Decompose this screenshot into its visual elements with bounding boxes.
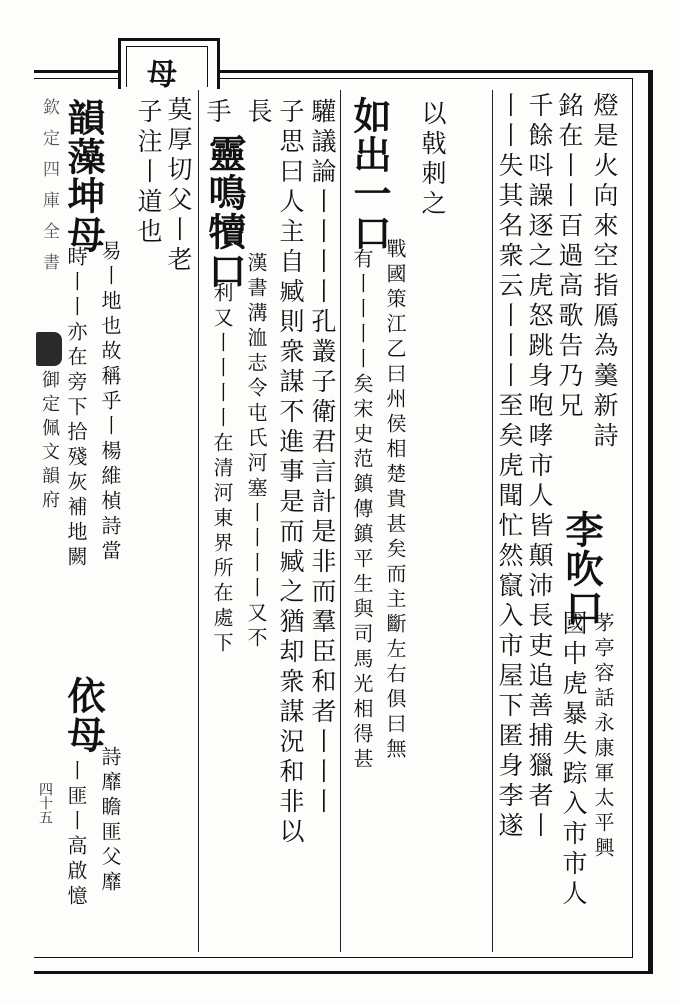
annotation-column: 丨匪丨高啟憶 <box>64 760 88 910</box>
text-column-1: 燈是火向來空指鴈為羹新詩 <box>590 92 619 452</box>
annotation-column: 有丨丨丨丨矣宋史范鎮傳鎮平生與司馬光相得甚 <box>350 248 374 773</box>
text-column-4: 丨丨失其名衆云丨丨丨至矣虎聞忙然竄入市屋下匿身李遂 <box>495 92 524 842</box>
margin-book-title: 御定佩文韻府 <box>39 370 60 514</box>
text-column-11b: 子注丨道也 <box>134 98 163 248</box>
column-rule <box>340 90 341 952</box>
text-column-10-head: 手 <box>203 98 232 128</box>
annotation-column: 漢書溝洫志令屯氏河塞丨丨丨丨又不 <box>244 252 268 652</box>
headword-ling-ming-du-kou: 靈鳴犢口 <box>202 134 247 290</box>
column-rule <box>198 90 199 952</box>
text-column-4-head: 國中虎暴失踪入市市人 <box>559 610 588 910</box>
text-column-3: 千餘呌譟逐之虎怒跳身咆哮市人皆顛沛長吏追善捕獵者丨 <box>525 92 554 842</box>
ink-smudge <box>36 332 62 366</box>
text-column-7: 驩議論丨丨丨丨孔叢子衛君言計是非而羣臣和者丨丨丨 <box>308 98 337 818</box>
text-column-2-head: 銘在丨丨百過高歌告乃兄 <box>555 92 584 422</box>
headword-yun-zao-kun-mu: 韻藻坤母 <box>61 98 106 254</box>
text-column-8: 子思曰人主自臧則衆謀不進事是而臧之猶却衆謀況和非以 <box>276 98 305 848</box>
text-column-9-head: 長 <box>244 98 273 128</box>
headword-li-chui-kou: 李吹口 <box>559 510 604 627</box>
headword-yi-mu: 依母 <box>61 676 106 754</box>
rhyme-tab-character: 母 <box>141 58 176 90</box>
text-column-5: 以戟刺之 <box>418 100 447 220</box>
annotation-column: 時丨丨亦在旁下拾殘灰補地闕 <box>64 246 88 571</box>
annotation-column: 詩靡瞻匪父靡 <box>98 746 122 896</box>
annotation-column: 易丨地也故稱乎丨楊維楨詩當 <box>98 240 122 565</box>
margin-page-number: 四十五 <box>37 782 53 824</box>
margin-header: 欽定四庫全書 <box>39 98 59 284</box>
headword-ru-chu-yi-kou: 如出一口 <box>347 96 392 252</box>
pronunciation-column: 莫厚切父丨老 <box>164 96 193 276</box>
annotation-column: 利又丨丨丨丨在清河東界所在處下 <box>210 282 234 657</box>
annotation-column: 茅亭容話永康軍太平興 <box>591 612 615 862</box>
annotation-column: 戰國策江乙曰州侯相楚貴甚矣而主斷左右俱曰無 <box>383 238 407 763</box>
column-rule <box>492 90 493 952</box>
